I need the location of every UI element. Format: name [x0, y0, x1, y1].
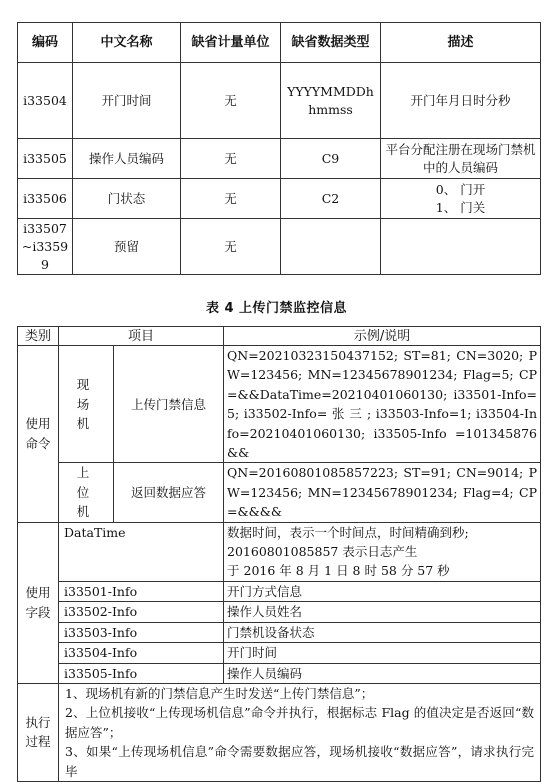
cell-code: i33505 [18, 139, 73, 179]
table-row [18, 683, 541, 781]
cell-field-desc [224, 522, 541, 581]
desc-line: 0、 门开 [435, 181, 486, 197]
access-control-upload-table [17, 326, 541, 782]
category-use-command: 使用命令 [18, 346, 59, 523]
cell-field-desc: 操作人员编码 [224, 663, 541, 683]
cell-desc [381, 219, 541, 275]
cell-field: i33501-Info [59, 581, 224, 601]
table-row [18, 581, 541, 601]
cell-field: i33503-Info [59, 622, 224, 642]
header-category: 类别 [18, 327, 59, 346]
table-header-row [18, 327, 541, 346]
table-row [18, 346, 541, 463]
cell-name: 门状态 [73, 179, 181, 219]
desc-line: 1、 门关 [435, 199, 486, 215]
cell-field-desc: 开门时间 [224, 643, 541, 663]
cell-code: i33504 [18, 63, 73, 139]
cell-field-desc: 操作人员姓名 [224, 602, 541, 622]
header-code: 编码 [18, 23, 73, 63]
cell-desc: 开门年月日时分秒 [381, 63, 541, 139]
cell-field: i33504-Info [59, 643, 224, 663]
cell-type: YYYYMMDDhhmmss [281, 63, 381, 139]
table-row [18, 139, 541, 179]
cell-code: i33506 [18, 179, 73, 219]
cell-side: 现场机 [59, 346, 114, 463]
cell-field-desc: 门禁机设备状态 [224, 622, 541, 642]
cell-item-name: 返回数据应答 [114, 463, 224, 522]
cell-unit: 无 [181, 219, 281, 275]
cell-type: C2 [281, 179, 381, 219]
cell-code: i33507~i33599 [18, 219, 73, 275]
table-row [18, 179, 541, 219]
table-row [18, 602, 541, 622]
desc-line: 数据时间，表示一个时间点，时间精确到秒; [227, 524, 469, 540]
cell-name: 预留 [73, 219, 181, 275]
cell-unit: 无 [181, 139, 281, 179]
table-row [18, 463, 541, 522]
cell-field-desc: 开门方式信息 [224, 581, 541, 601]
cell-field: i33502-Info [59, 602, 224, 622]
cell-side: 上位机 [59, 463, 114, 522]
table-row [18, 663, 541, 683]
cell-example: QN=20210323150437152; ST=81; CN=3020; PW=123456; MN=12345678901234; Flag=5; CP=&&DataTime=20210401060130; i33501-Info=5; i33502-Info= 张 三 ; i33503-Info=1; i33504-Info=20210401060130; i33505-Info =101345876&& [224, 346, 541, 463]
table-row [18, 63, 541, 139]
cell-field: i33505-Info [59, 663, 224, 683]
cell-item-name: 上传门禁信息 [114, 346, 224, 463]
header-description: 描述 [381, 23, 541, 63]
cell-type [281, 219, 381, 275]
cell-example: QN=20160801085857223; ST=91; CN=9014; PW=123456; MN=12345678901234; Flag=4; CP=&&&& [224, 463, 541, 522]
cell-name: 开门时间 [73, 63, 181, 139]
process-step: 3、如果“上传现场机信息”命令需要数据应答，现场机接收“数据应答”，请求执行完毕 [65, 744, 535, 779]
desc-line: 20160801085857 表示日志产生 [227, 544, 418, 560]
cell-desc: 平台分配注册在现场门禁机中的人员编码 [381, 139, 541, 179]
header-item: 项目 [59, 327, 224, 346]
cell-process-steps [59, 683, 541, 781]
header-default-unit: 缺省计量单位 [181, 23, 281, 63]
table-row [18, 522, 541, 581]
process-step: 1、现场机有新的门禁信息产生时发送“上传门禁信息”； [65, 685, 374, 701]
header-default-type: 缺省数据类型 [281, 23, 381, 63]
table-header-row [18, 23, 541, 63]
cell-unit: 无 [181, 179, 281, 219]
table-row [18, 219, 541, 275]
cell-type: C9 [281, 139, 381, 179]
table-row [18, 622, 541, 642]
process-step: 2、上位机接收“上传现场机信息”命令并执行，根据标志 Flag 的值决定是否返回“数据应答”； [65, 705, 535, 740]
category-process: 执行过程 [18, 683, 59, 781]
desc-line: 于 2016 年 8 月 1 日 8 时 58 分 57 秒 [227, 563, 450, 579]
category-use-fields: 使用字段 [18, 522, 59, 683]
cell-desc [381, 179, 541, 219]
table-row [18, 643, 541, 663]
cell-name: 操作人员编码 [73, 139, 181, 179]
header-chinese-name: 中文名称 [73, 23, 181, 63]
table-caption: 表 4 上传门禁监控信息 [205, 301, 348, 316]
header-example: 示例/说明 [224, 327, 541, 346]
data-codes-table [17, 22, 541, 275]
cell-unit: 无 [181, 63, 281, 139]
cell-field: DataTime [59, 522, 224, 581]
